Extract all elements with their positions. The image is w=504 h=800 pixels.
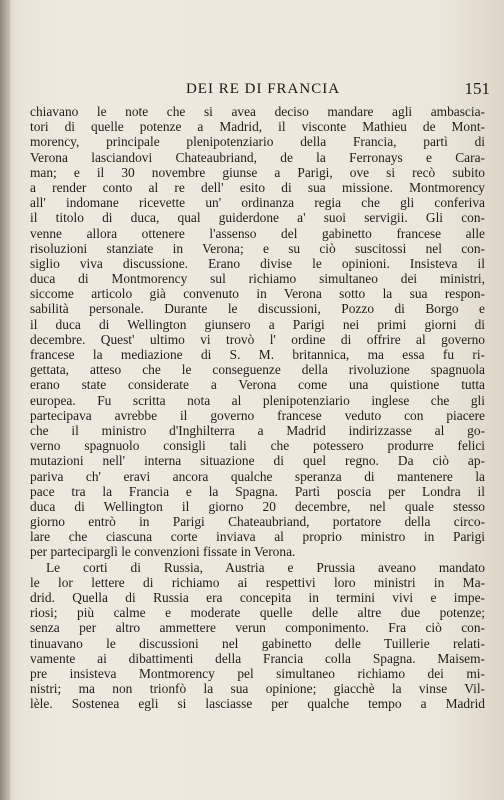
text-line: pace tra la Francia e la Spagna. Partì poscia per Londra il: [30, 483, 485, 499]
text-line: senza per altro ammettere verun componimento. Fra ciò con-: [30, 620, 485, 636]
text-line: nistri; ma non trionfò la sua opinione; giacchè la vinse Vil-: [30, 681, 485, 697]
text-line: sabilità personale. Durante le discussioni, Pozzo di Borgo e: [30, 301, 485, 317]
text-line: partecipava avrebbe il governo francese veduto con piacere: [30, 407, 485, 423]
text-line: verno spagnuolo consigli tali che potessero produrre felici: [30, 438, 485, 454]
text-line: mutazioni nell' interna situazione di quel regno. Da ciò ap-: [30, 453, 485, 469]
running-title: DEI RE DI FRANCIA: [185, 81, 341, 97]
text-line: drid. Quella di Russia era concepita in termini vivi e impe-: [30, 590, 485, 605]
text-line: risoluzioni stanziate in Verona; e su ciò suscitossi nel con-: [30, 240, 485, 256]
text-line: man; e il 30 novembre giunse a Parigi, ove si recò subito: [30, 164, 485, 180]
paragraph: [30, 104, 485, 560]
text-line: il titolo di duca, qual guiderdone a' suoi servigii. Gli con-: [30, 210, 485, 226]
text-line: giorno entrò in Parigi Chateaubriand, portatore della circo-: [30, 514, 485, 530]
text-line: vamente ai dibattimenti della Francia colla Spagna. Maisem-: [30, 650, 485, 666]
text-line: per parteciparglì le convenzioni fissate in Verona.: [30, 544, 296, 560]
text-line: tinuavano le discussioni nel gabinetto delle Tuillerie relati-: [30, 635, 485, 651]
text-line: il duca di Wellington giunsero a Parigi nei primi giorni di: [30, 316, 485, 332]
text-line: a render conto al re dell' esito di sua missione. Montmorency: [30, 179, 485, 195]
text-line: lare che ciascuna corte inviava al proprio ministro in Parigi: [30, 529, 485, 545]
text-line: pariva ch' eravi ancora qualche speranza di mantenere la: [30, 468, 485, 484]
page-gutter-shadow: [0, 0, 10, 800]
text-line: siccome articolo già convenuto in Verona sotto la sua respon-: [30, 286, 485, 302]
text-line: che il ministro d'Inghilterra a Madrid indirizzasse al go-: [30, 422, 485, 438]
text-line: decembre. Quest' ultimo vi trovò l' ordine di offrire al governo: [30, 331, 485, 347]
text-line: pre insisteva Montmorency pel simultaneo richiamo dei mi-: [30, 665, 485, 681]
text-line: venne allora ottenere l'assenso del gabinetto francese alle: [30, 225, 485, 241]
text-line: francese la mediazione di S. M. britannica, ma essa fu ri-: [30, 347, 485, 362]
body-text: [30, 104, 485, 712]
text-line: riosi; più calme e moderate quelle delle altre due potenze;: [30, 605, 485, 621]
text-line: europea. Fu scritta nota al plenipotenziario inglese che gli: [30, 392, 485, 408]
text-line: duca di Wellington il giorno 20 decembre, nel quale stesso: [30, 498, 485, 514]
text-line: lèle. Sostenea egli si lasciasse per qualche tempo a Madrid: [30, 696, 485, 712]
text-line: all' indomane ricevette un' ordinanza regia che gli conferiva: [30, 195, 485, 211]
page-number: 151: [464, 79, 490, 98]
text-line: gettata, atteso che le conseguenze della rivoluzione spagnuola: [30, 362, 485, 378]
text-line: duca di Montmorency sul richiamo simultaneo dei ministri,: [30, 271, 485, 287]
paragraph: [30, 560, 485, 712]
text-line: Verona lasciandovi Chateaubriand, de la Ferronays e Cara-: [30, 149, 485, 165]
running-head: [30, 78, 496, 100]
text-line: le lor lettere di richiamo ai respettivi loro ministri in Ma-: [30, 574, 485, 590]
text-line: chiavano le note che si avea deciso mandare agli ambascia-: [30, 104, 485, 119]
text-line: erano state considerate a Verona come una quistione tutta: [30, 377, 485, 393]
text-line: Le corti di Russia, Austria e Prussia aveano mandato: [46, 559, 485, 575]
text-line: siglio viva discussione. Erano divise le opinioni. Insisteva il: [30, 255, 485, 271]
text-line: tori di quelle potenze a Madrid, il visconte Mathieu de Mont-: [30, 119, 485, 135]
text-line: morency, principale plenipotenziario della Francia, partì di: [30, 134, 485, 150]
